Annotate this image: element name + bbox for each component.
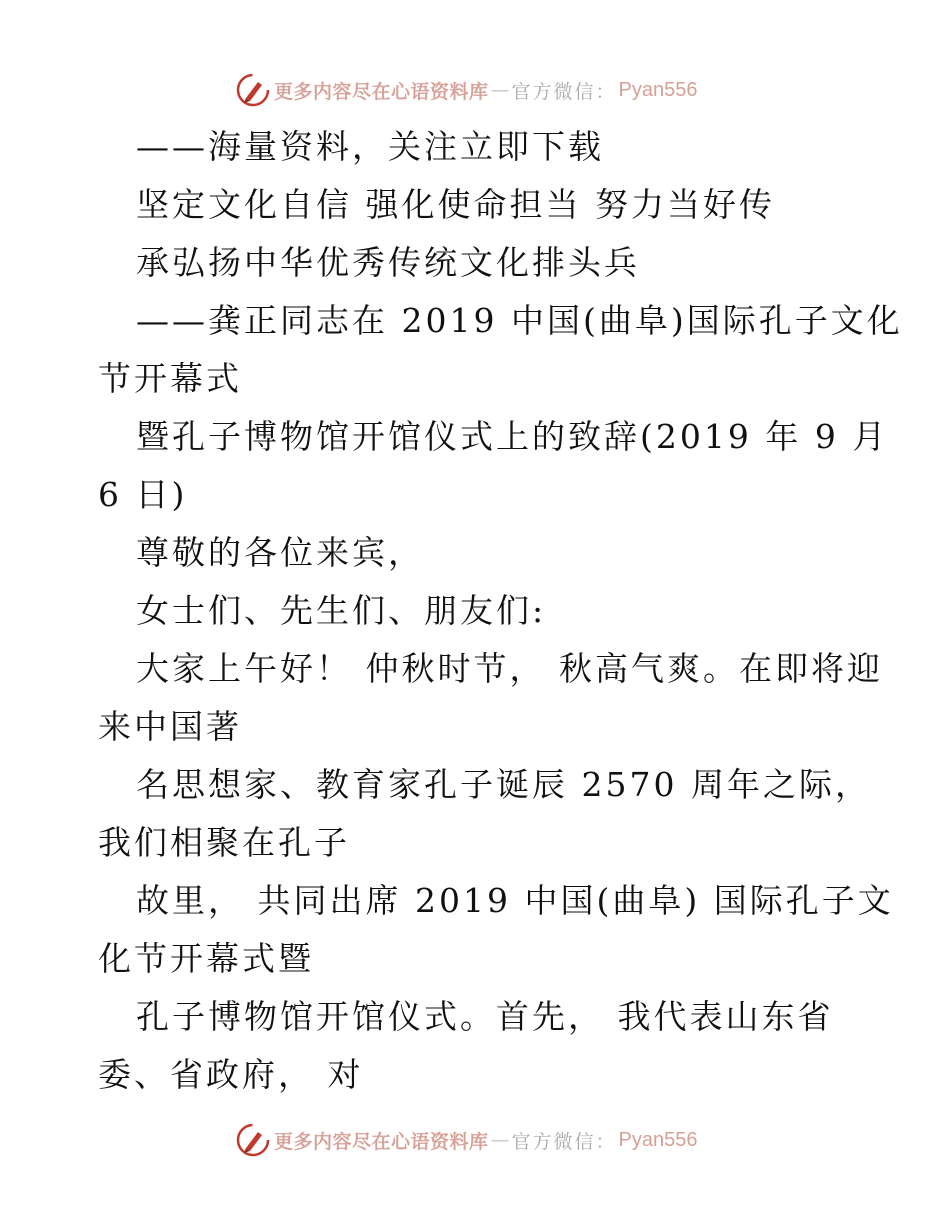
text-line: 女士们、先生们、朋友们: — [136, 591, 547, 630]
pen-logo-icon — [236, 1123, 270, 1157]
watermark-official-label: 官方微信： — [511, 80, 617, 103]
watermark-dash: — — [490, 1129, 510, 1151]
watermark-main-text: 更多内容尽在心语资料库 — [274, 80, 489, 103]
document-body — [98, 118, 903, 1104]
watermark-main-text: 更多内容尽在心语资料库 — [274, 1130, 489, 1153]
text-line: 化节开幕式暨 — [98, 939, 314, 978]
text-line: 承弘扬中华优秀传统文化排头兵 — [136, 243, 640, 282]
watermark-wechat-id: Pyan556 — [618, 78, 698, 101]
text-line: 故里， 共同出席 2019 中国(曲阜) 国际孔子文 — [136, 881, 894, 920]
text-line: 暨孔子博物馆开馆仪式上的致辞(2019 年 9 月 — [136, 417, 889, 456]
pen-logo-icon — [236, 73, 270, 107]
watermark-dash: — — [490, 79, 510, 101]
text-line: 委、省政府， 对 — [98, 1055, 364, 1094]
text-line: ——海量资料，关注立即下载 — [136, 127, 604, 166]
watermark-wechat-id: Pyan556 — [618, 1128, 698, 1151]
text-line: 来中国著 — [98, 707, 242, 746]
watermark-official-label: 官方微信： — [511, 1130, 617, 1153]
text-line: 坚定文化自信 强化使命担当 努力当好传 — [136, 185, 775, 224]
text-line: 孔子博物馆开馆仪式。首先， 我代表山东省 — [136, 997, 834, 1036]
text-line: 6 日) — [98, 475, 188, 514]
text-line: 名思想家、教育家孔子诞辰 2570 周年之际， — [136, 765, 871, 804]
header-watermark — [236, 72, 698, 108]
text-line: 节开幕式 — [98, 359, 242, 398]
text-line: ——龚正同志在 2019 中国(曲阜)国际孔子文化 — [136, 301, 903, 340]
text-line: 大家上午好！ 仲秋时节， 秋高气爽。在即将迎 — [136, 649, 883, 688]
text-line: 尊敬的各位来宾， — [136, 533, 424, 572]
footer-watermark — [236, 1122, 698, 1158]
text-line: 我们相聚在孔子 — [98, 823, 350, 862]
